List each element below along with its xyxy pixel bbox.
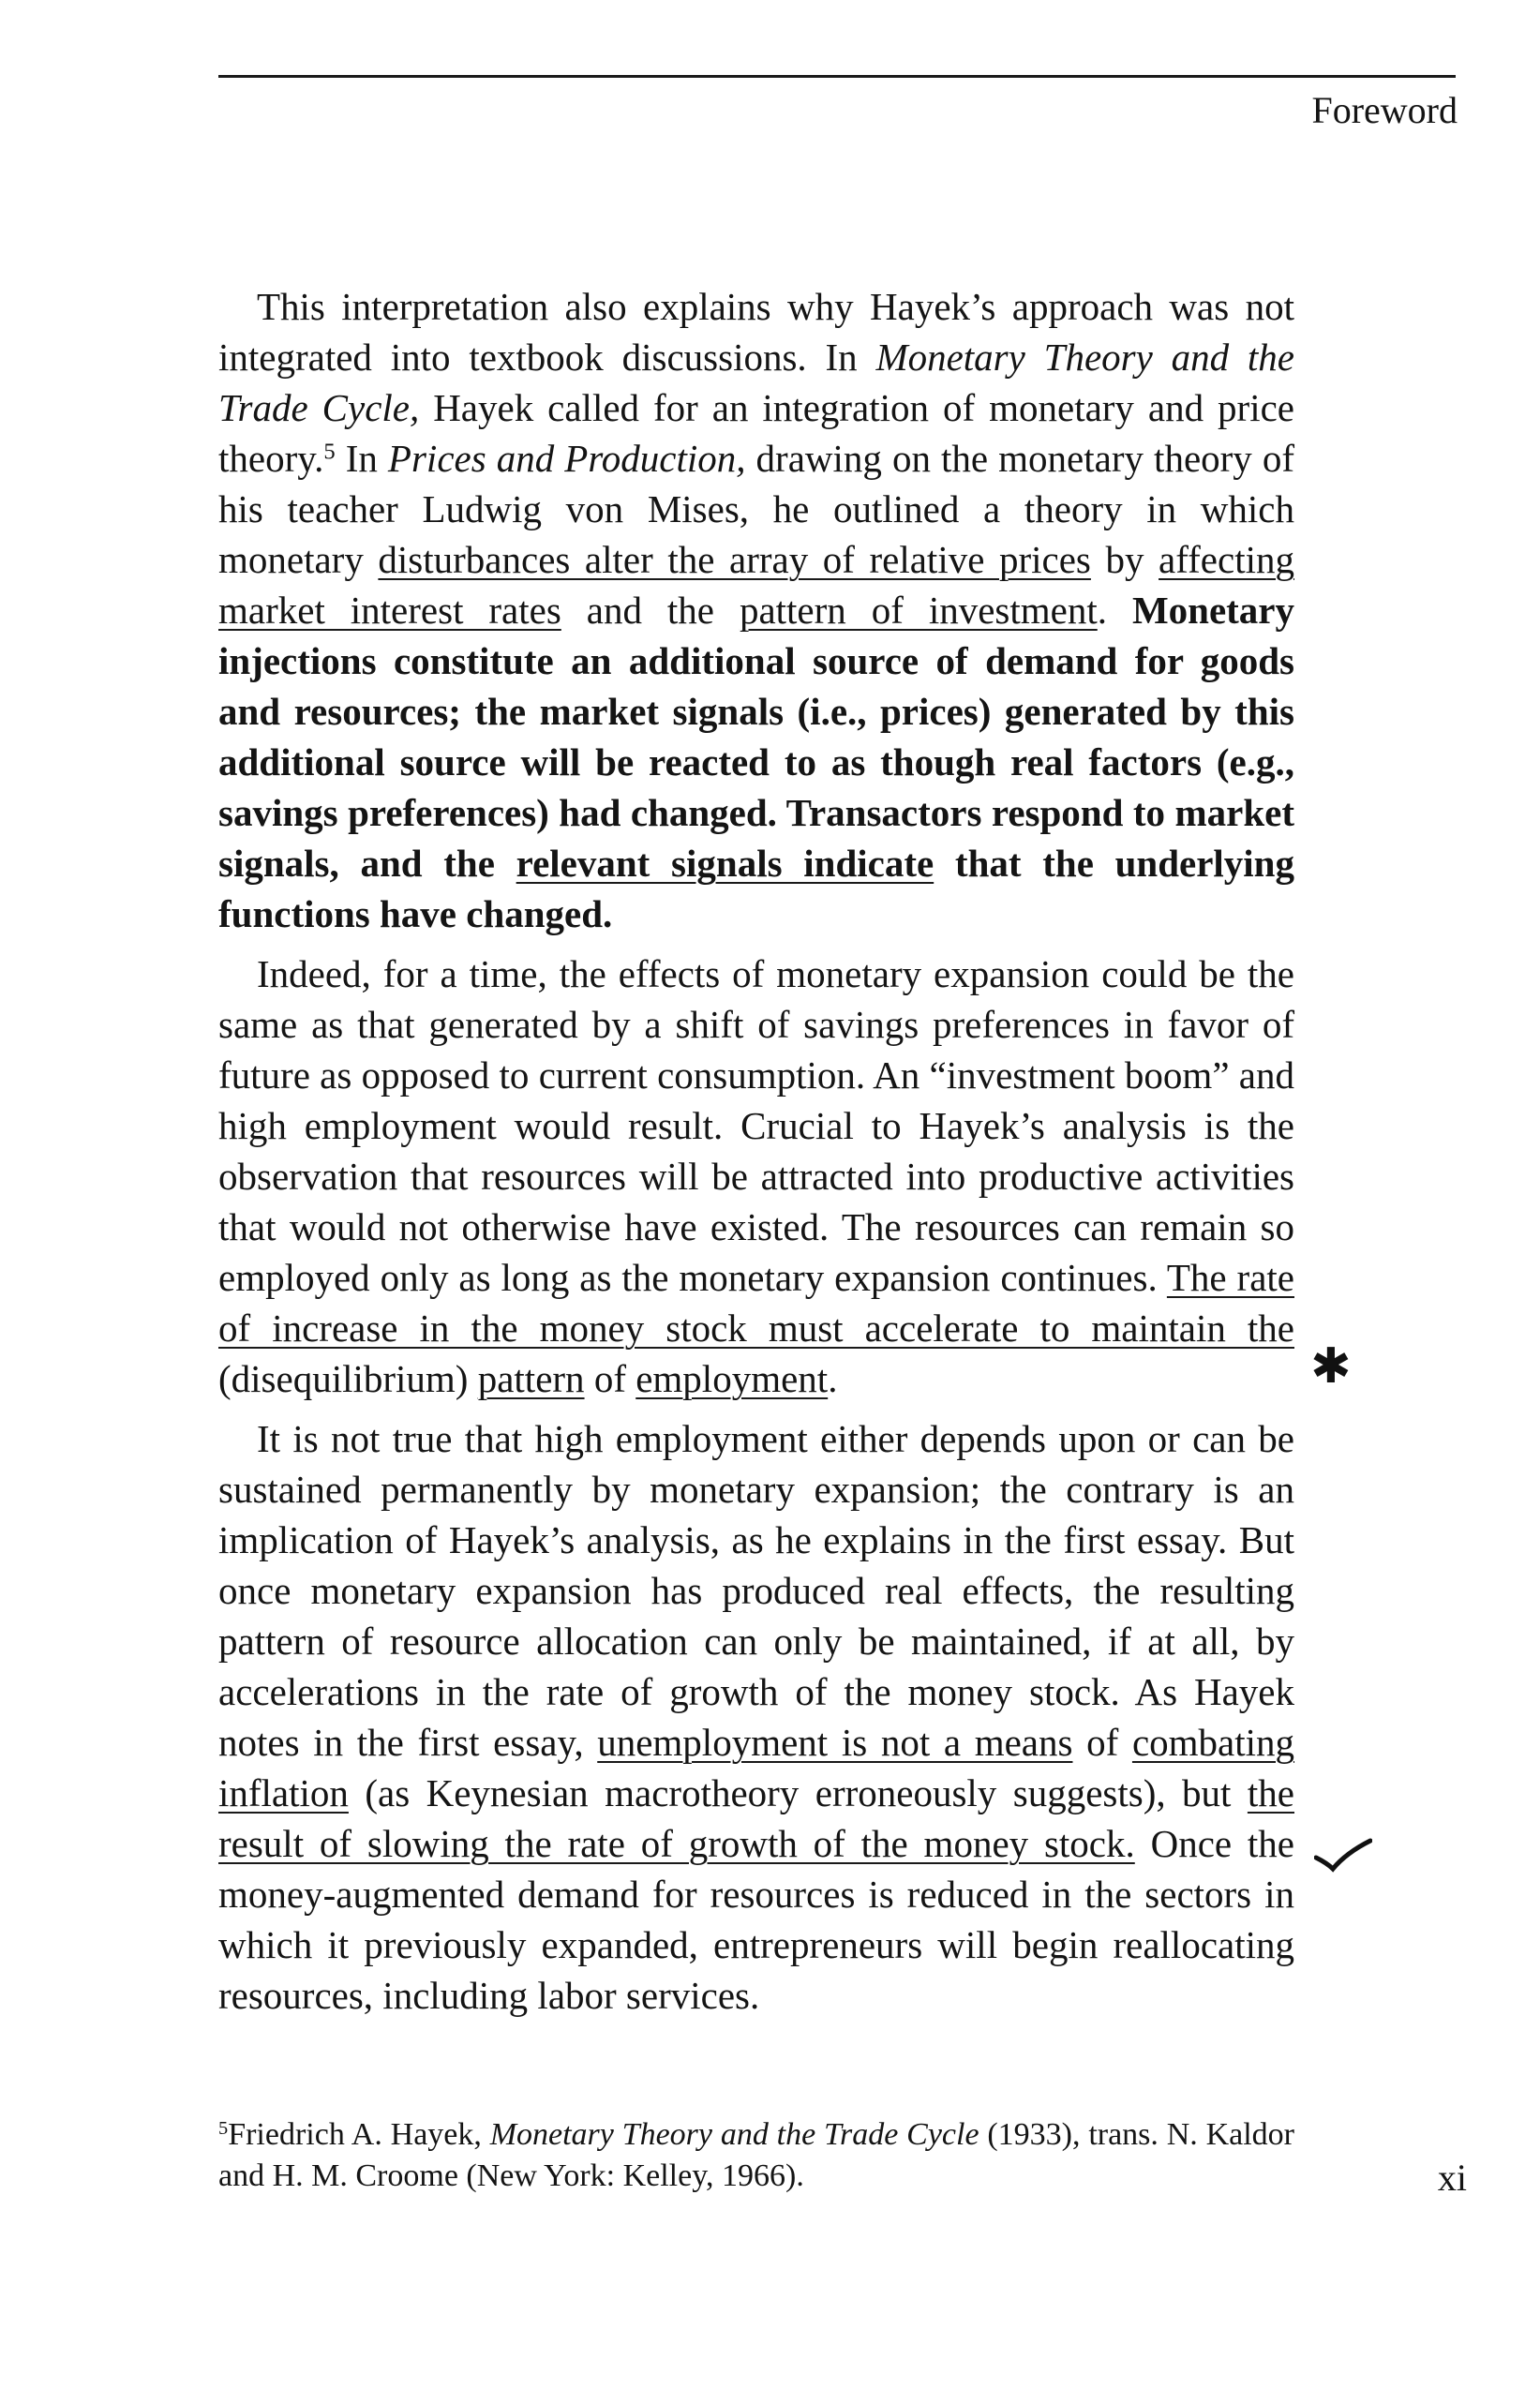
paragraph-3 <box>218 1413 1294 2021</box>
paragraph-1 <box>218 281 1294 939</box>
text-span: It is not true that high employment either depends upon or can be sustained permanently by monetary expansion; the contrary is an implication of Hayek’s analysis, as he explains in the first essay. But once monetary expansion has produced real effects, the resulting pattern of resource allocation can only be maintained, if at all, by accelerations in the rate of growth of the money stock. As Hayek notes in the first essay, <box>218 1417 1294 1764</box>
footnote-title: Monetary Theory and the Trade Cycle <box>489 2117 979 2152</box>
footnote-text: Friedrich A. Hayek, <box>228 2117 490 2152</box>
page-number: xi <box>1437 2157 1467 2199</box>
handwritten-underline: pattern of investment <box>739 589 1098 632</box>
footnote-ref: 5 <box>323 439 336 465</box>
handwritten-underline: disturbances alter the array of relative prices <box>378 538 1091 581</box>
handwritten-underline: pattern <box>477 1357 585 1400</box>
text-span: (disequilibrium) <box>218 1357 478 1400</box>
header-rule <box>218 75 1456 78</box>
handwritten-underline: combating inflation <box>218 1721 1295 1814</box>
bold-text-span: that the underlying functions have changed. <box>218 842 1294 935</box>
text-span: of <box>1072 1721 1132 1764</box>
handwritten-underline: The rate of increase in the money stock must accelerate to maintain the <box>218 1256 1294 1350</box>
footnote-number: 5 <box>218 2117 229 2139</box>
text-span: Once the money-augmented demand for resources is reduced in the sectors in which it previously expanded, entrepreneurs will begin reallocating resources, including labor services. <box>218 1822 1294 2017</box>
text-span: Indeed, for a time, the effects of monetary expansion could be the same as that generated by a shift of savings preferences in favor of future as opposed to current consumption. An “investment boom” and high employment would result. Crucial to Hayek’s analysis is the observation that resources will be attracted into productive activities that would not otherwise have existed. The resources can remain so employed only as long as the monetary expansion continues. <box>218 952 1294 1299</box>
text-span: Hayek called for an integration of monetary and price theory. <box>218 386 1294 480</box>
footnote-text: (1933), trans. N. Kaldor and H. M. Croome (New York: Kelley, 1966). <box>218 2117 1294 2193</box>
text-span: by <box>1090 538 1159 581</box>
book-title-monetary-theory: Monetary Theory and the Trade Cycle, <box>218 336 1295 429</box>
check-margin-icon <box>1314 1837 1372 1874</box>
text-span: and the <box>561 589 740 632</box>
text-span: . <box>828 1357 838 1400</box>
footnote <box>218 2114 1294 2197</box>
handwritten-underline: unemployment is not a means <box>597 1721 1073 1764</box>
text-span: This interpretation also explains why Hayek’s approach was not integrated into textbook discussions. In <box>218 285 1294 379</box>
bold-text-span: Monetary injections constitute an additional source of demand for goods and resources; the market signals (i.e., prices) generated by this additional source will be reacted to as though real factors (e.g., savings preferences) had changed. Transactors respond to market signals, and the <box>218 589 1295 885</box>
text-span: In <box>335 437 388 480</box>
text-span: (as Keynesian macrotheory erroneously suggests), but <box>348 1771 1248 1814</box>
book-title-prices-production: Prices and Production, <box>387 437 746 480</box>
running-head: Foreword <box>1311 89 1458 131</box>
body-text <box>218 281 1294 2021</box>
handwritten-underline: the result of slowing the rate of growth of the money stock. <box>218 1771 1294 1865</box>
handwritten-underline: affecting market interest rates <box>218 538 1294 632</box>
paragraph-2 <box>218 948 1294 1404</box>
handwritten-underline: employment <box>635 1357 829 1400</box>
asterisk-margin-icon: ✱ <box>1310 1338 1352 1395</box>
text-span: of <box>584 1357 636 1400</box>
text-span: . <box>1097 589 1132 632</box>
text-span: drawing on the monetary theory of his teacher Ludwig von Mises, he outlined a theory in which monetary <box>218 437 1295 581</box>
handwritten-underline: relevant signals indicate <box>516 842 934 885</box>
